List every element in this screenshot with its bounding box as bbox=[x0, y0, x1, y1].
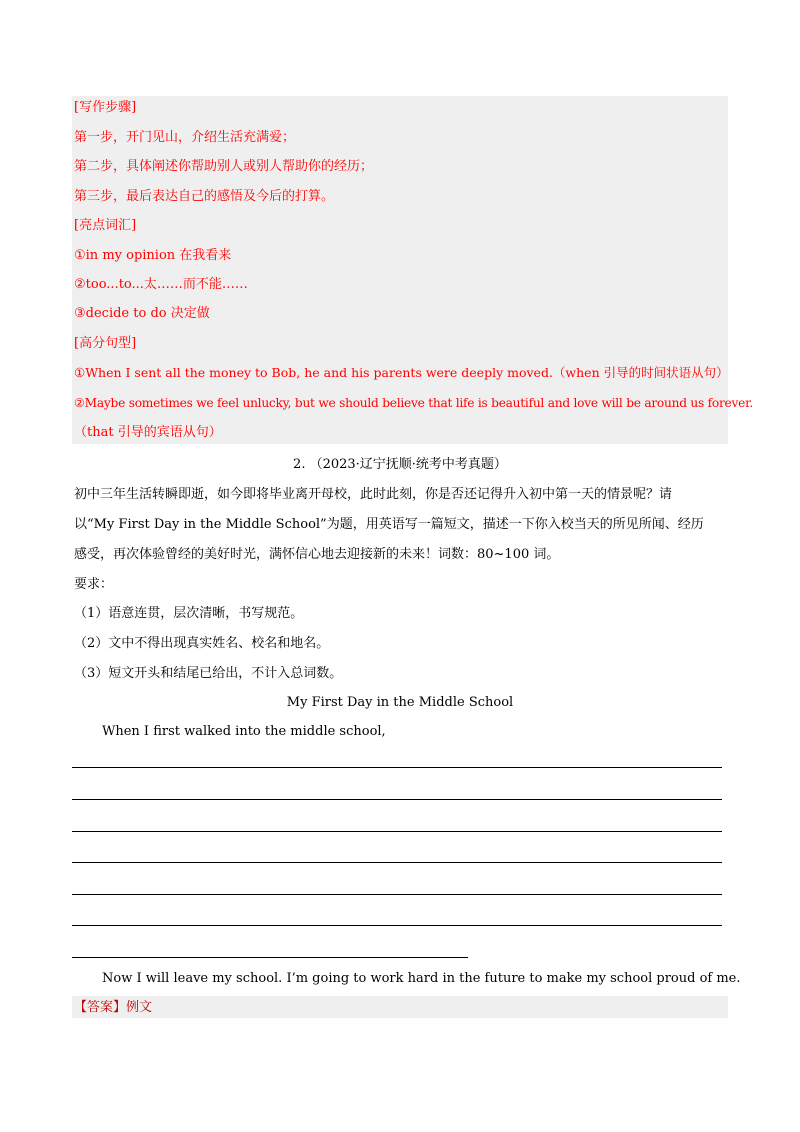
answer-text: 例文 bbox=[126, 1000, 153, 1015]
answer-bar bbox=[72, 996, 728, 1018]
essay-title: My First Day in the Middle School bbox=[286, 695, 514, 710]
requirement-1: （1）语意连贯，层次清晰，书写规范。 bbox=[74, 606, 304, 621]
writing-tips-panel bbox=[72, 96, 728, 444]
step-2: 第二步，具体阐述你帮助别人或别人帮助你的经历； bbox=[74, 159, 374, 174]
answer-label: 【答案】 bbox=[74, 1000, 127, 1015]
writing-line bbox=[72, 862, 722, 863]
vocab-heading: [亮点词汇] bbox=[74, 218, 137, 233]
step-1: 第一步，开门见山，介绍生活充满爱； bbox=[74, 130, 296, 145]
writing-line bbox=[72, 894, 722, 895]
vocab-1: ①in my opinion 在我看来 bbox=[74, 248, 232, 263]
vocab-2: ②too...to...太……而不能…… bbox=[74, 277, 248, 292]
writing-line bbox=[72, 799, 722, 800]
sentence-2-line-1: ②Maybe sometimes we feel unlucky, but we should believe that life is beautiful and love will be around us forever. bbox=[74, 396, 753, 410]
answer-line bbox=[74, 1000, 152, 1016]
step-3: 第三步，最后表达自己的感悟及今后的打算。 bbox=[74, 189, 335, 204]
writing-line bbox=[72, 767, 722, 768]
question-prompt-line-1: 初中三年生活转瞬即逝，如今即将毕业离开母校，此时此刻，你是否还记得升入初中第一天的情景呢？请 bbox=[74, 487, 673, 502]
steps-heading: [写作步骤] bbox=[74, 100, 137, 115]
requirements-heading: 要求： bbox=[74, 577, 114, 592]
writing-line bbox=[72, 957, 468, 958]
vocab-3: ③decide to do 决定做 bbox=[74, 306, 210, 321]
question-number-source: 2. （2023·辽宁抚顺·统考中考真题） bbox=[293, 457, 507, 472]
requirement-3: （3）短文开头和结尾已给出，不计入总词数。 bbox=[74, 666, 343, 681]
sentence-1: ①When I sent all the money to Bob, he and his parents were deeply moved.（when 引导的时间状语从句） bbox=[74, 365, 729, 380]
writing-line bbox=[72, 925, 722, 926]
question-prompt-line-2: 以“My First Day in the Middle School”为题，用英语写一篇短文，描述一下你入校当天的所见所闻、经历 bbox=[74, 517, 704, 532]
writing-line bbox=[72, 831, 722, 832]
requirement-2: （2）文中不得出现真实姓名、校名和地名。 bbox=[74, 636, 330, 651]
sentence-2-line-2: （that 引导的宾语从句） bbox=[74, 425, 222, 440]
question-prompt-line-3: 感受，再次体验曾经的美好时光，满怀信心地去迎接新的未来！词数：80~100 词。 bbox=[74, 547, 560, 562]
essay-ending: Now I will leave my school. I’m going to work hard in the future to make my school proud of me. bbox=[102, 971, 741, 986]
essay-opening: When I first walked into the middle school, bbox=[102, 724, 386, 739]
sentences-heading: [高分句型] bbox=[74, 336, 137, 351]
